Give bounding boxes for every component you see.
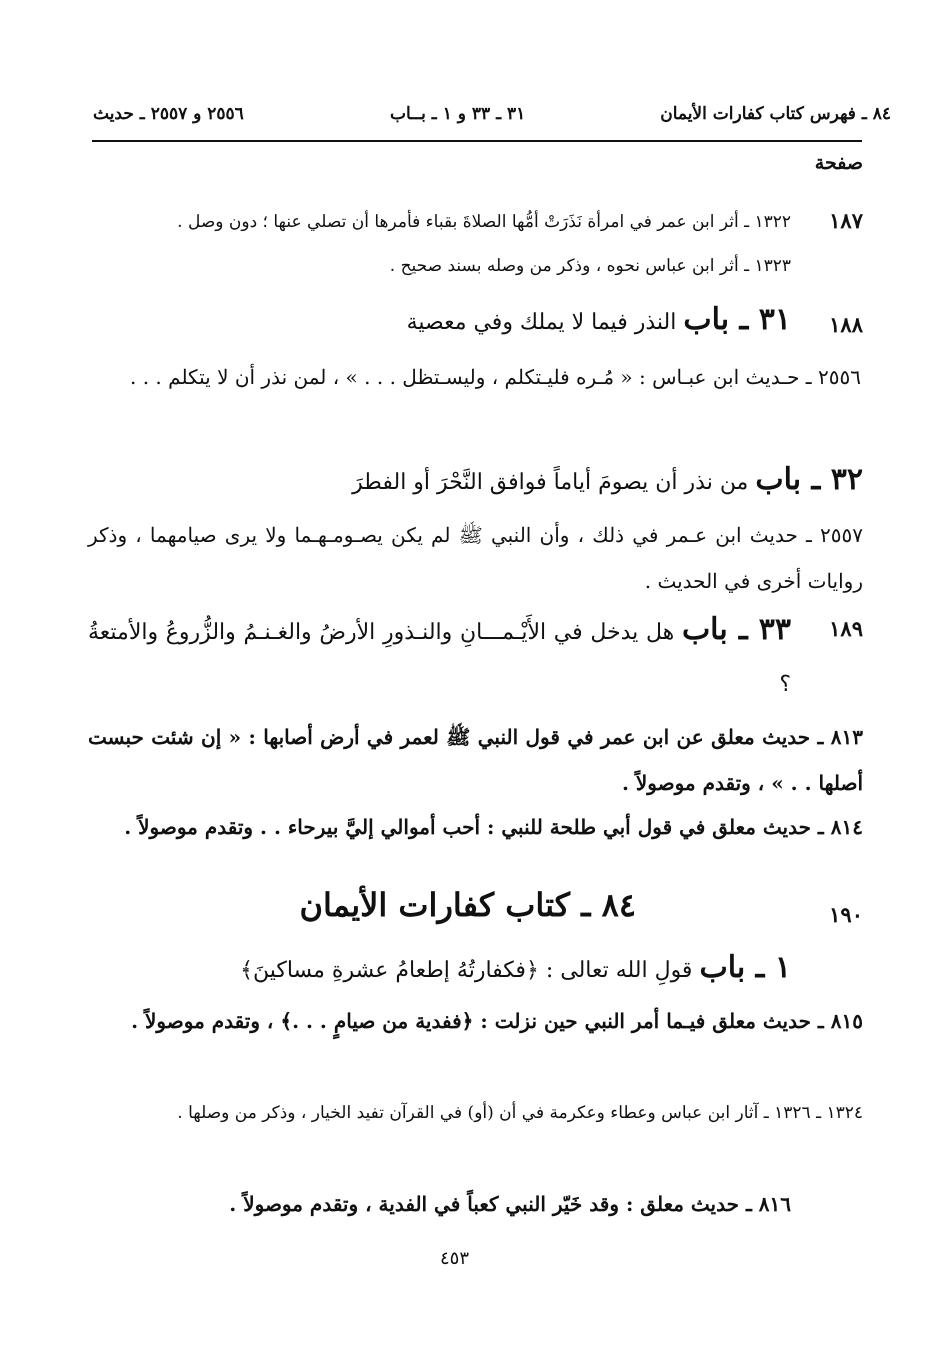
- book-84-title: ٨٤ ـ كتاب كفارات الأيمان: [299, 886, 636, 924]
- running-header-hadith: ٢٥٥٦ و ٢٥٥٧ ـ حديث: [93, 104, 244, 124]
- hadith-2557: ٢٥٥٧ ـ حديث ابن عـمر في ذلك ، وأن النبي ﷺ لم يكن يصـومـهـما ولا يرى صيامهما ، وذكر روايات أخرى في الحديث .: [88, 523, 863, 593]
- muallaq-815: ٨١٥ ـ حديث معلق فيـما أمر النبي حين نزلت : ﴿ففدية من صيامٍ . . .﴾ ، وتقدم موصولاً .: [131, 1009, 863, 1033]
- page-ref-189: ١٨٩: [829, 616, 863, 641]
- running-header-chapters: ٣١ ـ ٣٣ و ١ ـ بــاب: [390, 104, 526, 124]
- chapter-32-heading: [352, 462, 863, 497]
- muallaq-813: ٨١٣ ـ حديث معلق عن ابن عمر في قول النبي ﷺ لعمر في أرض أصابها : « إن شئت حبست أصلها . . » ، وتقدم موصولاً .: [88, 725, 863, 795]
- athar-1322: ١٣٢٢ ـ أثر ابن عمر في امرأة نَذَرَتْ أمُّها الصلاةَ بقباء فأمرها أن تصلي عنها ؛ دون وصل .: [177, 212, 791, 232]
- page-ref-190: ١٩٠: [829, 902, 863, 927]
- hadith-2556: ٢٥٥٦ ـ حـديث ابن عبـاس : « مُـره فليـتكلم ، وليسـتظل . . . » ، لمن نذر أن لا يتكلم . . .: [129, 365, 861, 389]
- muallaq-816: ٨١٦ ـ حديث معلق : وقد خَيّر النبي كعباً في الفدية ، وتقدم موصولاً .: [229, 1192, 791, 1216]
- running-header-book: ٨٤ ـ فهرس كتاب كفارات الأيمان: [660, 104, 891, 124]
- chapter-1-label: ١ ـ باب: [699, 950, 791, 985]
- chapter-1-heading: [240, 950, 791, 985]
- muallaq-814: ٨١٤ ـ حديث معلق في قول أبي طلحة للنبي : أحب أموالي إليَّ بيرحاء . . وتقدم موصولاً .: [124, 815, 863, 839]
- page-number: ٤٥٣: [440, 1248, 470, 1269]
- chapter-33-label: ٣٣ ـ باب: [681, 612, 791, 647]
- chapter-1-title: قولِ الله تعالى : ﴿فكفارتُهُ إطعامُ عشرةِ مساكينَ﴾: [240, 958, 693, 983]
- page-ref-187: ١٨٧: [829, 208, 863, 233]
- header-rule: [92, 140, 862, 142]
- page-column-heading: صفحة: [814, 152, 863, 174]
- chapter-33-title: هل يدخل في الأَيْـمـــانِ والنـذورِ الأرضُ والغـنـمُ والزُّروعُ والأمتعةُ ؟: [88, 620, 791, 697]
- chapter-31-title: النذر فيما لا يملك وفي معصية: [406, 310, 677, 335]
- chapter-31-heading: [407, 302, 791, 337]
- page-ref-188: ١٨٨: [829, 312, 863, 337]
- athar-1324-1326: ١٣٢٤ ـ ١٣٢٦ ـ آثار ابن عباس وعطاء وعكرمة في أن (أو) في القرآن تفيد الخيار ، وذكر من وصلها .: [177, 1103, 863, 1123]
- chapter-33-heading: [88, 604, 791, 711]
- athar-1323: ١٣٢٣ ـ أثر ابن عباس نحوه ، وذكر من وصله بسند صحيح .: [389, 256, 791, 276]
- chapter-32-title: من نذر أن يصومَ أياماً فوافق النَّحْرَ أو الفطرَ: [352, 470, 749, 495]
- chapter-31-label: ٣١ ـ باب: [683, 302, 791, 337]
- chapter-32-label: ٣٢ ـ باب: [755, 462, 863, 497]
